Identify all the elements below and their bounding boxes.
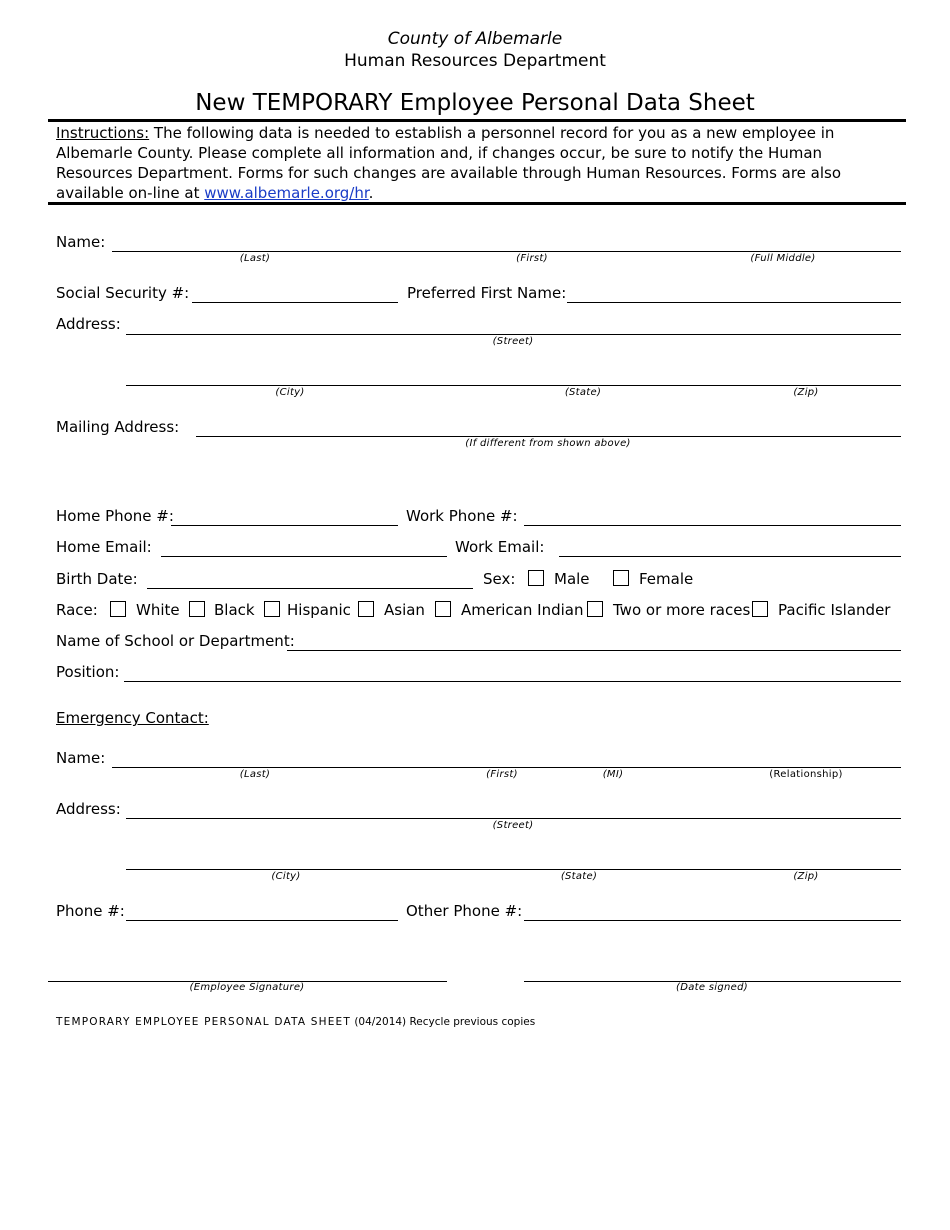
address-label: Address: (56, 315, 121, 333)
sex-male-label: Male (554, 570, 590, 588)
work-phone-label: Work Phone #: (406, 507, 518, 525)
instructions-paragraph: Instructions: The following data is needed to establish a personnel record for you as a new employee in Albemarle County. Please complete all information and, if changes occur, be sure to notify the Human Resources Department. Forms for such changes are available through Human Resources. Forms are also available on-line at www.albemarle.org/hr. (56, 124, 842, 202)
form-footer-rest: (04/2014) Recycle previous copies (351, 1016, 536, 1028)
middle-name-caption: (Full Middle) (750, 253, 816, 264)
emergency-contact-heading: Emergency Contact: (56, 709, 209, 727)
city-caption: (City) (275, 387, 305, 398)
hr-website-link[interactable]: www.albemarle.org/hr (204, 184, 369, 202)
preferred-name-field[interactable] (567, 302, 901, 303)
emergency-phone-label: Phone #: (56, 902, 125, 920)
emergency-zip-caption: (Zip) (793, 871, 819, 882)
emergency-other-phone-field[interactable] (524, 920, 901, 921)
sex-male-checkbox[interactable] (528, 570, 544, 586)
city-state-zip-field[interactable] (126, 385, 901, 386)
race-asian-label: Asian (384, 601, 425, 619)
work-email-field[interactable] (559, 556, 901, 557)
zip-caption: (Zip) (793, 387, 819, 398)
position-field[interactable] (124, 681, 901, 682)
birth-date-label: Birth Date: (56, 570, 138, 588)
emergency-name-label: Name: (56, 749, 106, 767)
emergency-mi-caption: (MI) (602, 769, 624, 780)
ssn-field[interactable] (192, 302, 398, 303)
emergency-city-state-zip-field[interactable] (126, 869, 901, 870)
form-footer (56, 1016, 535, 1029)
street-field[interactable] (126, 334, 901, 335)
street-caption: (Street) (492, 336, 534, 347)
race-black-label: Black (214, 601, 255, 619)
emergency-address-label: Address: (56, 800, 121, 818)
title-rule-top (48, 119, 906, 122)
race-pacific-islander-label: Pacific Islander (778, 601, 891, 619)
birth-date-field[interactable] (147, 588, 473, 589)
race-two-or-more-label: Two or more races (613, 601, 751, 619)
instructions-label: Instructions: (56, 124, 150, 142)
emergency-street-caption: (Street) (492, 820, 534, 831)
instructions-rule-bottom (48, 202, 906, 205)
school-department-label: Name of School or Department: (56, 632, 295, 650)
work-email-label: Work Email: (455, 538, 545, 556)
race-american-indian-label: American Indian (461, 601, 584, 619)
employee-signature-caption: (Employee Signature) (189, 982, 305, 993)
first-name-caption: (First) (516, 253, 548, 264)
race-two-or-more-checkbox[interactable] (587, 601, 603, 617)
home-phone-label: Home Phone #: (56, 507, 174, 525)
state-caption: (State) (564, 387, 602, 398)
preferred-name-label: Preferred First Name: (407, 284, 567, 302)
home-phone-field[interactable] (171, 525, 398, 526)
mailing-address-caption: (If different from shown above) (465, 438, 631, 449)
position-label: Position: (56, 663, 120, 681)
emergency-street-field[interactable] (126, 818, 901, 819)
work-phone-field[interactable] (524, 525, 901, 526)
home-email-field[interactable] (161, 556, 447, 557)
emergency-relationship-caption: (Relationship) (769, 769, 843, 780)
race-pacific-islander-checkbox[interactable] (752, 601, 768, 617)
last-name-caption: (Last) (239, 253, 271, 264)
name-label: Name: (56, 233, 106, 251)
emergency-first-caption: (First) (486, 769, 518, 780)
race-hispanic-label: Hispanic (287, 601, 351, 619)
race-hispanic-checkbox[interactable] (264, 601, 280, 617)
sex-female-label: Female (639, 570, 694, 588)
emergency-state-caption: (State) (560, 871, 598, 882)
school-department-field[interactable] (287, 650, 901, 651)
race-american-indian-checkbox[interactable] (435, 601, 451, 617)
emergency-other-phone-label: Other Phone #: (406, 902, 523, 920)
race-white-label: White (136, 601, 180, 619)
ssn-label: Social Security #: (56, 284, 190, 302)
emergency-last-caption: (Last) (239, 769, 271, 780)
home-email-label: Home Email: (56, 538, 152, 556)
race-asian-checkbox[interactable] (358, 601, 374, 617)
sex-label: Sex: (483, 570, 516, 588)
instructions-text: The following data is needed to establish a personnel record for you as a new employee in Albemarle County. Please complete all information and, if changes occur, be sure to notify the Human Resources Department. Forms for such changes are available through Human Resources. Forms are also available on-line at (56, 124, 842, 202)
emergency-city-caption: (City) (271, 871, 301, 882)
form-footer-caps: TEMPORARY EMPLOYEE PERSONAL DATA SHEET (56, 1016, 351, 1028)
date-signed-caption: (Date signed) (676, 982, 748, 993)
name-field[interactable] (112, 251, 901, 252)
emergency-name-field[interactable] (112, 767, 901, 768)
emergency-phone-field[interactable] (126, 920, 398, 921)
department-name: Human Resources Department (344, 51, 606, 71)
race-black-checkbox[interactable] (189, 601, 205, 617)
race-white-checkbox[interactable] (110, 601, 126, 617)
county-name: County of Albemarle (387, 29, 563, 49)
sex-female-checkbox[interactable] (613, 570, 629, 586)
mailing-address-field[interactable] (196, 436, 901, 437)
page-title: New TEMPORARY Employee Personal Data Sheet (195, 90, 755, 116)
race-label: Race: (56, 601, 98, 619)
mailing-address-label: Mailing Address: (56, 418, 180, 436)
